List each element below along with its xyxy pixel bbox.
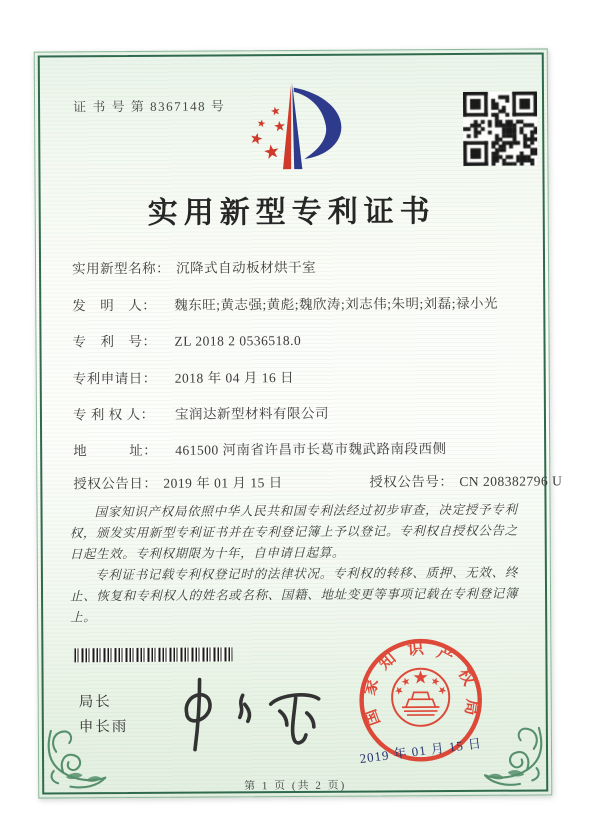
grant-date-pair: [73, 475, 282, 491]
field-label: 发 明 人：: [72, 297, 157, 314]
field-address: [73, 437, 533, 460]
field-value: ZL 2018 2 0536518.0: [174, 332, 302, 349]
field-grant-announcement: [73, 470, 563, 493]
cnipa-logo-icon: [251, 79, 364, 188]
legal-paragraph-2: 专利证书记载专利权登记时的法律状况。专利权的转移、质押、无效、终止、恢复和专利权人的姓名或名称、国籍、地址变更等事项记载在专利登记簿上。: [70, 565, 519, 625]
field-label: 实用新型名称：: [72, 260, 171, 277]
field-application-date: [73, 365, 533, 388]
field-label: 专 利 号：: [72, 333, 157, 350]
commissioner-title: 局长: [78, 694, 112, 711]
field-value: 461500 河南省许昌市长葛市魏武路南段西侧: [175, 441, 447, 458]
field-label: 专利申请日：: [72, 370, 157, 387]
grant-number-pair: [369, 469, 562, 490]
certificate-title: 实用新型专利证书: [147, 195, 436, 230]
field-patentee: [73, 401, 533, 424]
grant-date-label: 授权公告日：: [73, 475, 158, 492]
signature-icon: [159, 673, 344, 754]
commissioner-name: 申长雨: [78, 719, 129, 736]
grant-number-value: CN 208382796 U: [459, 473, 563, 489]
grant-number-label: 授权公告号：: [369, 474, 454, 490]
field-label: 地 址：: [73, 442, 158, 459]
certificate-sheet: [34, 48, 563, 798]
seal-date: 2019 年 01 月 15 日: [358, 735, 483, 767]
field-value: 2018 年 04 月 16 日: [174, 369, 295, 386]
corner-flourish-right-icon: [457, 696, 554, 793]
field-label: 专 利 权 人：: [72, 406, 155, 423]
barcode: [74, 647, 232, 662]
field-value: 沉降式自动板材烘干室: [176, 259, 317, 276]
field-utility-model-name: [72, 255, 532, 278]
national-emblem-icon: [392, 669, 449, 726]
field-patent-number: [72, 328, 532, 351]
qr-code: [463, 92, 537, 166]
legal-paragraph-1: 国家知识产权局依照中华人民共和国专利法经过初步审查，决定授予专利权，颁发实用新型专利证书并在专利登记簿上予以登记。专利权自授权公告之日起生效。专利权期限为十年，自申请日起算。: [69, 502, 518, 562]
field-inventors: [72, 292, 532, 315]
seal-ring-text: 国家知识产权局: [360, 639, 482, 729]
legal-text: [69, 500, 518, 629]
field-value: 宝润达新型材料有限公司: [174, 405, 329, 422]
page-indicator: 第 1 页 (共 2 页): [244, 779, 347, 793]
certificate-number: 证 书 号 第 8367148 号: [73, 98, 226, 115]
corner-flourish-left-icon: [37, 699, 134, 796]
field-value: 魏东旺;黄志强;黄彪;魏欣涛;刘志伟;朱明;刘磊;禄小光: [174, 295, 499, 313]
grant-date-value: 2019 年 01 月 15 日: [163, 475, 283, 491]
